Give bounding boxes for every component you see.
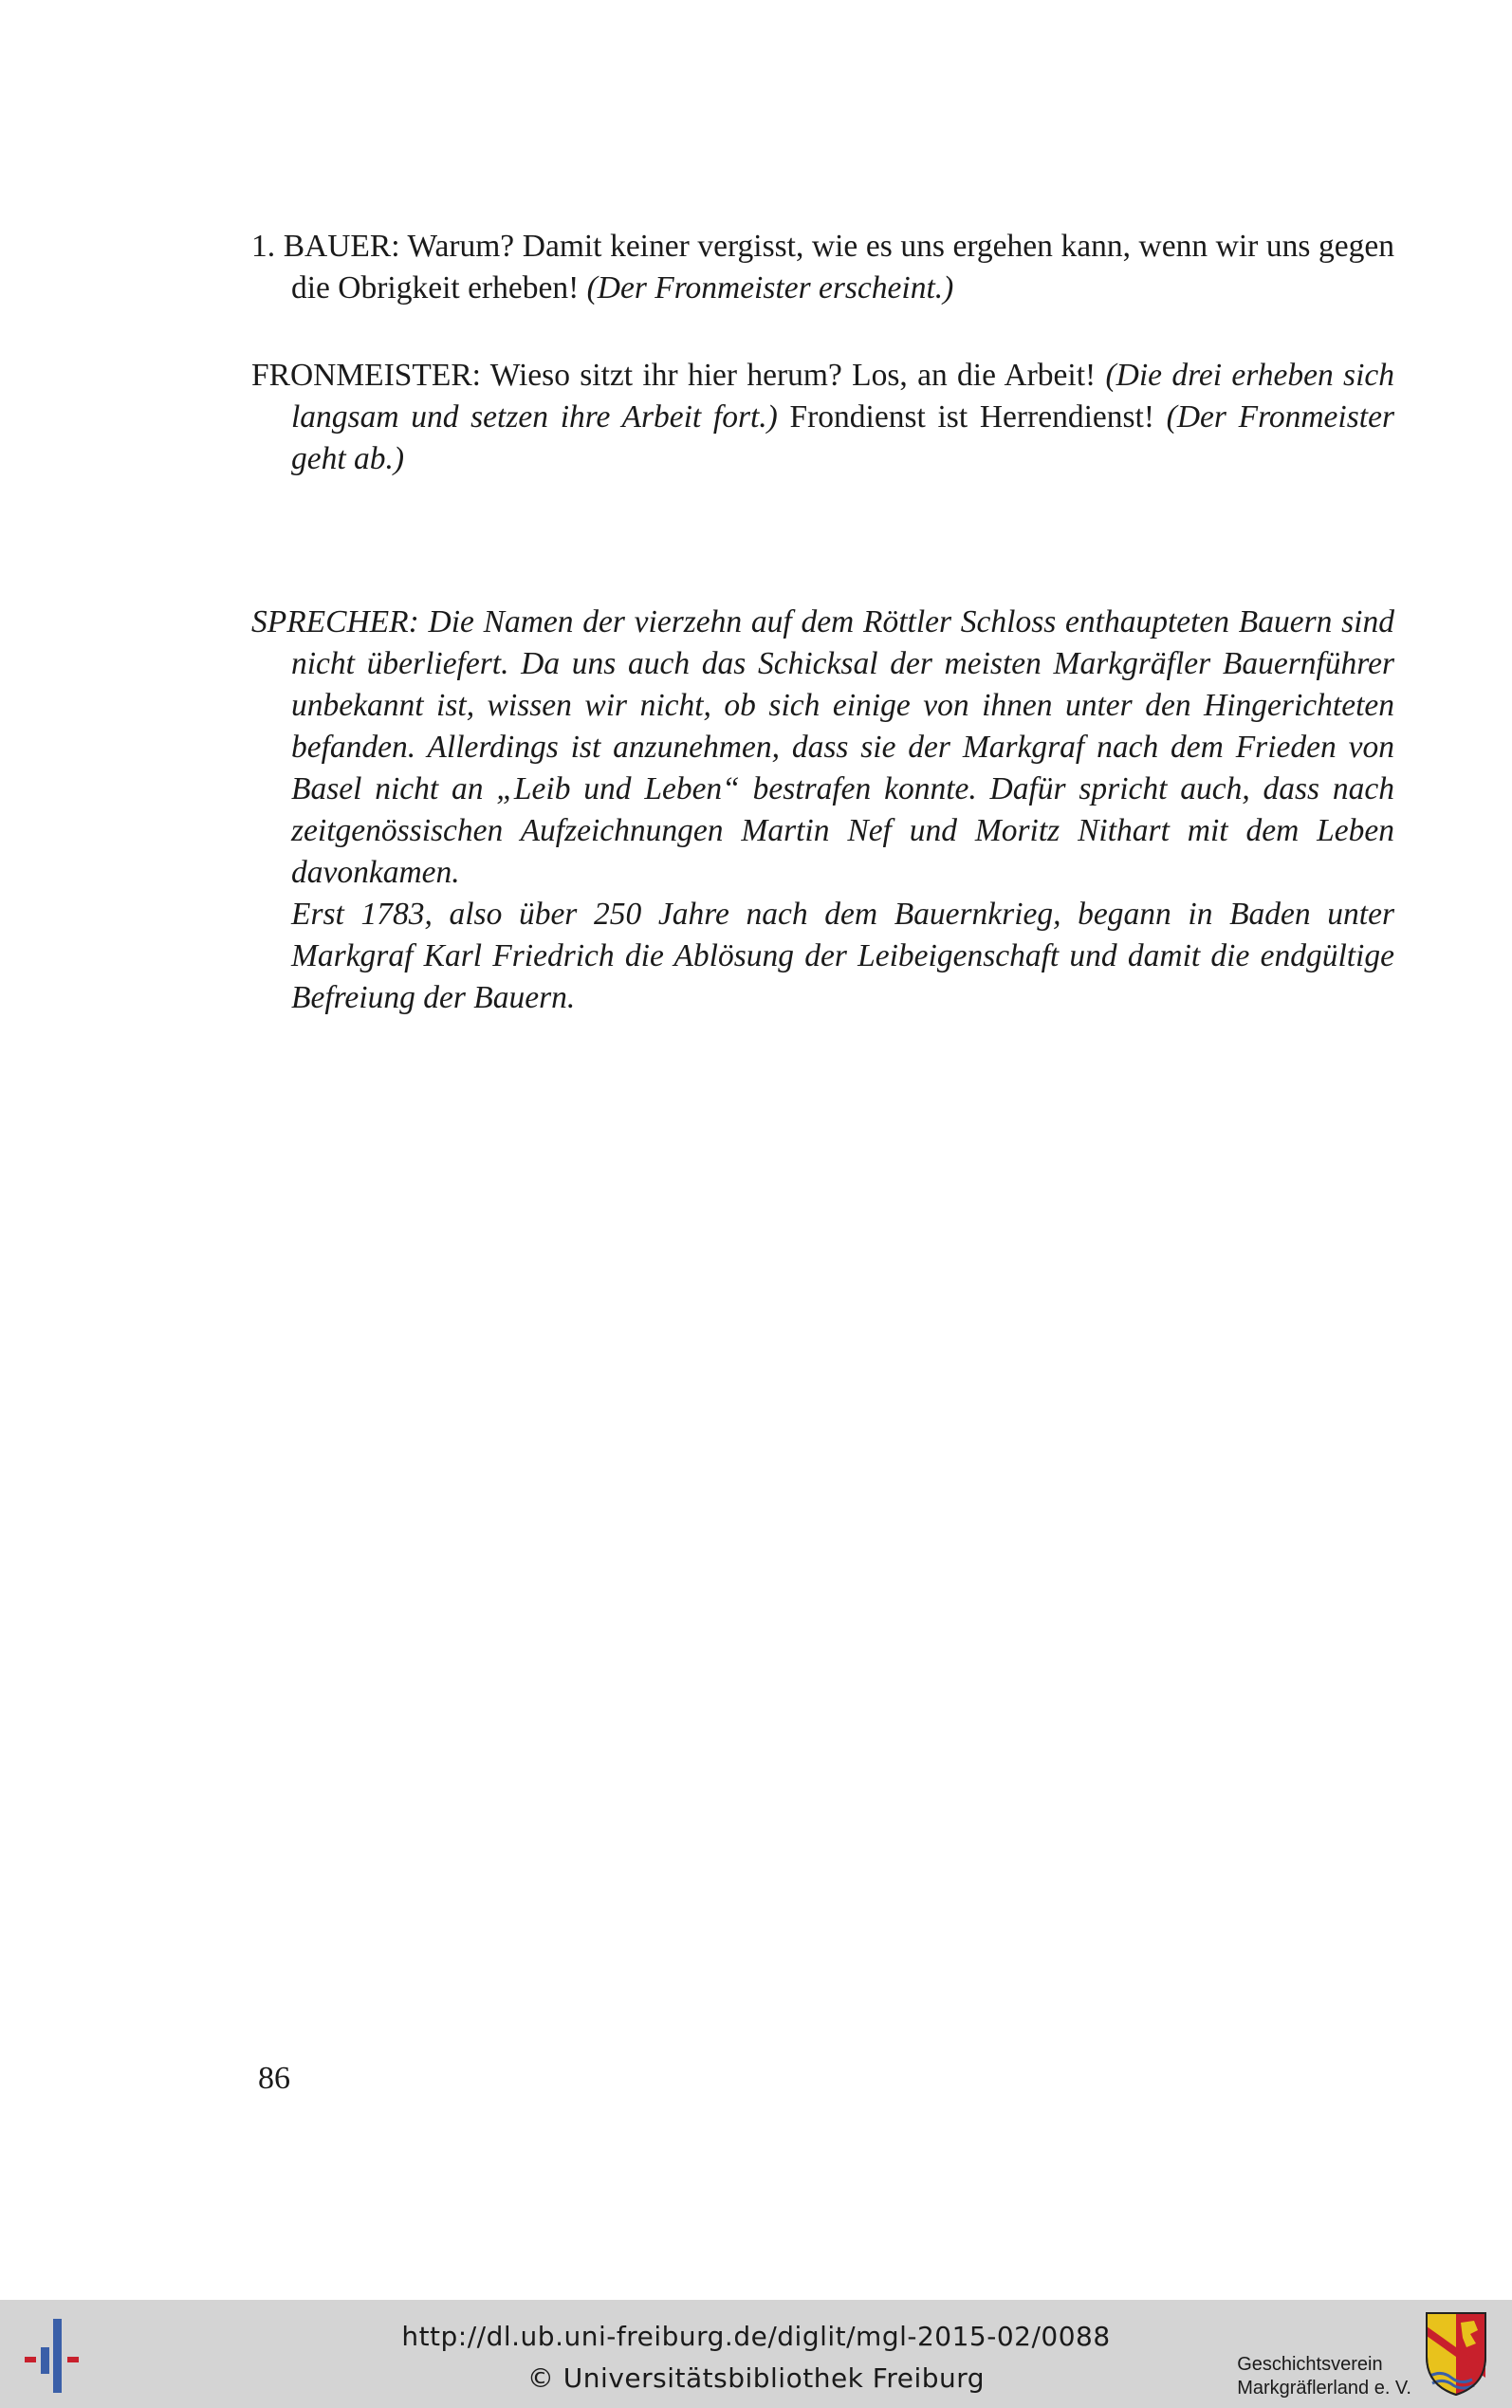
coat-of-arms-icon xyxy=(1423,2309,1489,2399)
dialogue-fronmeister xyxy=(251,355,1394,480)
footer-url-link[interactable]: http://dl.ub.uni-freiburg.de/diglit/mgl-2015-02/0088 xyxy=(401,2321,1111,2352)
stage-direction: (Der Fronmeister erscheint.) xyxy=(586,270,954,306)
dialogue-paragraph xyxy=(251,355,1394,480)
dialogue-text: Warum? Damit keiner vergisst, wie es uns ergehen kann, wenn wir uns gegen die Obrigkeit erheben! xyxy=(291,229,1394,306)
narrator-paragraph xyxy=(251,602,1394,894)
society-name-line: Geschichtsverein xyxy=(1237,2354,1383,2375)
stage-direction: (Die drei erheben sich langsam und setzen ihre Arbeit fort.) xyxy=(291,358,1394,435)
society-name xyxy=(1237,2353,1411,2400)
speaker-label: SPRECHER: xyxy=(251,604,419,639)
society-name-line: Markgräflerland e. V. xyxy=(1237,2378,1411,2399)
footer-copyright: © Universitätsbibliothek Freiburg xyxy=(526,2362,986,2394)
stage-direction: (Der Fronmeister geht ab.) xyxy=(291,399,1394,476)
dialogue-text: Wieso sitzt ihr hier herum? Los, an die Arbeit! xyxy=(480,358,1106,393)
narrator-sprecher xyxy=(251,602,1394,1019)
page-number: 86 xyxy=(258,2061,290,2096)
dialogue-text: Frondienst ist Herrendienst! xyxy=(777,399,1167,435)
dialogue-bauer xyxy=(251,226,1394,309)
speaker-label: FRONMEISTER: xyxy=(251,358,481,393)
dialogue-paragraph xyxy=(251,226,1394,309)
speaker-label: 1. BAUER: xyxy=(251,229,400,264)
narrator-paragraph-continued: Erst 1783, also über 250 Jahre nach dem Bauernkrieg, begann in Baden unter Markgraf Karl Friedrich die Ablösung der Leibeigenschaft und damit die endgültige Befreiung der Bauern. xyxy=(291,897,1394,1015)
narrator-text: Die Namen der vierzehn auf dem Röttler Schloss enthaupteten Bauern sind nicht überliefert. Da uns auch das Schicksal der meisten Markgräfler Bauernführer unbekannt ist, wissen wir nicht, ob sich einige von ihnen unter den Hingerichteten befanden. Allerdings ist anzunehmen, dass sie der Markgraf nach dem Frieden von Basel nicht an „Leib und Leben“ bestrafen konnte. Dafür spricht auch, dass nach zeitgenössischen Aufzeichnungen Martin Nef und Moritz Nithart mit dem Leben davonkamen. xyxy=(291,604,1394,890)
footer-bar xyxy=(0,2300,1512,2408)
